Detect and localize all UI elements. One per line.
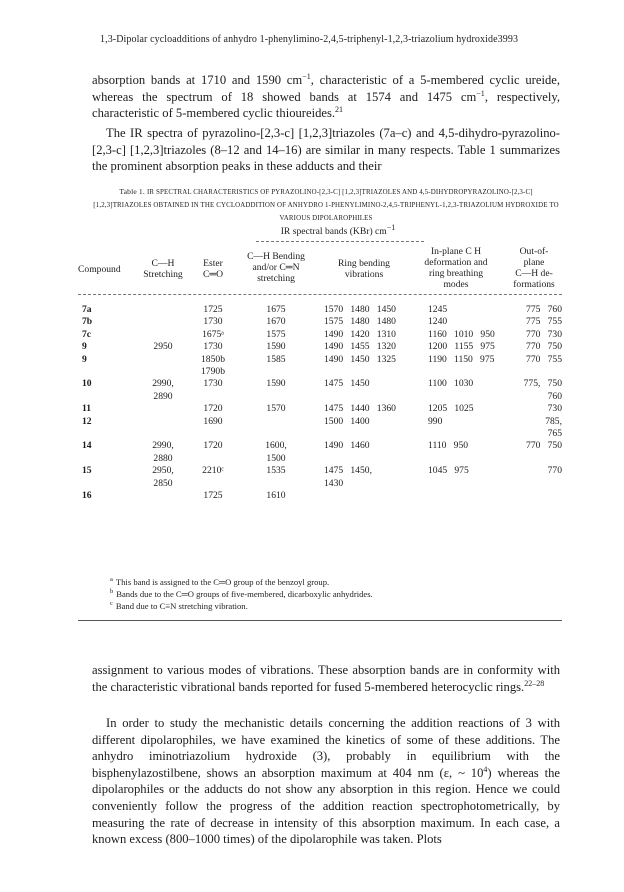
table-cell-inplane: 1110 950 [428, 440, 469, 452]
table-cell-compound: 11 [82, 403, 92, 415]
col-header-inplane-4: modes [443, 279, 469, 290]
col-header-ring-1: Ring bending [338, 258, 390, 269]
table-caption [92, 186, 560, 226]
footnote-c [110, 598, 248, 612]
table-cell-oop: 775 760 [526, 304, 562, 315]
table-cell-inplane: 1240 [428, 316, 448, 328]
table-cell-compound: 7c [82, 328, 92, 340]
table-caption-label: Table 1. [119, 187, 145, 196]
col-header-inplane-1: In-plane C H [430, 246, 482, 257]
table-cell-bend: 1575 [266, 328, 286, 340]
table-cell-ch: 2990, [152, 378, 174, 390]
col-header-ch-stretching-1: C—H [151, 258, 175, 269]
table-cell-bend: 1500 [266, 452, 286, 464]
table-cell-bend: 1535 [266, 465, 286, 477]
table-cell-oop: 730 [547, 403, 562, 415]
table-cell-ester: 1725 [203, 304, 223, 315]
running-head: 1,3-Dipolar cycloadditions of anhydro 1-phenylimino-2,4,5-triphenyl-1,2,3-triazolium hydroxide3993 [100, 34, 519, 45]
table-cell-ester: 1725 [203, 490, 223, 501]
para1-sup-a: −1 [302, 71, 311, 81]
para1-text-b: , characteristic of a 5-membered cyclic ureide, whereas the spectrum of 18 showed bands at 1574 and 1475 cm [92, 73, 560, 104]
table-cell-compound: 9 [82, 353, 87, 365]
para1-sup-c: 21 [335, 105, 344, 114]
table-cell-ch: 2990, [152, 440, 174, 452]
footnote-b-text: Bands due to the C═O groups of five-membered, dicarboxylic anhydrides. [116, 588, 373, 599]
para1-text-a: absorption bands at 1710 and 1590 cm [92, 73, 303, 87]
table-cell-inplane: 990 [428, 415, 443, 427]
table-cell-inplane: 1100 1030 [428, 378, 474, 390]
table-cell-oop: 770 755 [526, 353, 562, 365]
footnote-a-mark: a [110, 576, 113, 583]
table-cell-ring: 1490 1460 [324, 440, 370, 452]
table-cell-ring: 1430 [324, 477, 344, 489]
table-cell-bend: 1585 [266, 353, 286, 365]
table-cell-ring: 1490 1420 1310 [324, 328, 396, 340]
footnote-c-mark: c [110, 600, 113, 607]
paragraph-assignment [92, 662, 560, 695]
col-header-ester-1: Ester [203, 258, 223, 269]
col-header-ch-stretching-2: Stretching [143, 269, 183, 280]
col-header-ester-2: C═O [202, 269, 224, 280]
col-header-oop-4: formations [513, 279, 555, 290]
paragraph-ir-spectra: The IR spectra of pyrazolino-[2,3-c] [1,2,3]triazoles (7a–c) and 4,5-dihydro-pyrazolino-[2,3-c] [1,2,3]triazoles (8–12 and 14–16) are similar in many respects. Table 1 summarizes the prominent absorption peaks in these adducts and their [92, 126, 560, 174]
table-spanner-text: IR spectral bands (KBr) cm [280, 226, 387, 237]
table-cell-inplane: 1245 [428, 304, 448, 315]
table-cell-oop: 770 730 [526, 328, 562, 340]
para4-sup: 4 [483, 764, 488, 774]
table-cell-ring: 1475 1450 [324, 378, 370, 390]
para1-sup-b: −1 [476, 88, 485, 98]
footnote-b-mark: b [110, 588, 114, 595]
para4-text-b: ) whereas the dipolarophiles or the adducts do not show any absorption in this region. Hence we could conveniently follow the progress of the addition reaction spectrophotometrically, by measuring the rate of decrease in intensity of this absorption maximum. In each case, a known excess (800–1000 times) of the dipolarophile was taken. Plots [92, 765, 560, 847]
table-cell-compound: 14 [82, 440, 92, 452]
para1-text-c: , respectively, characteristic of 5-membered cyclic thioureides. [92, 89, 560, 121]
table-cell-compound: 9 [82, 341, 87, 353]
para3-sup: 22–28 [524, 678, 545, 688]
col-header-inplane-3: ring breathing [428, 268, 484, 279]
table-cell-compound: 16 [82, 490, 92, 501]
table-cell-bend: 1590 [266, 341, 286, 353]
ir-table [78, 222, 562, 606]
col-header-oop-2: plane [523, 257, 545, 268]
table-cell-oop: 760 [547, 390, 562, 402]
table-cell-bend: 1670 [266, 316, 286, 328]
table-cell-oop: 770 [547, 465, 562, 477]
table-cell-ester: 1730 [203, 341, 223, 353]
table-cell-oop: 770 750 [526, 440, 562, 452]
table-cell-ring: 1475 1440 1360 [324, 403, 396, 415]
table-cell-inplane: 1045 975 [428, 465, 469, 477]
table-cell-ring: 1490 1455 1320 [324, 341, 396, 353]
col-header-compound: Compound [78, 264, 121, 275]
table-cell-oop: 775 755 [526, 316, 562, 328]
para3-text: assignment to various modes of vibrations. These absorption bands are in conformity with the characteristic vibrational bands reported for fused 5-membered heterocyclic rings. [92, 663, 560, 694]
footnote-a-text: This band is assigned to the C═O group of the benzoyl group. [115, 576, 330, 587]
table-cell-ester: 1850b [201, 353, 225, 365]
table-cell-ester: 1690 [203, 415, 223, 427]
table-spanner-sup: −1 [386, 222, 396, 232]
table-cell-inplane: 1200 1155 975 [428, 341, 495, 353]
table-caption-text: IR SPECTRAL CHARACTERISTICS OF PYRAZOLINO-[2,3-C] [1,2,3]TRIAZOLES AND 4,5-DIHYDROPYRAZOLINO-[2,3-C] [1,2,3]TRIAZOLES OBTAINED IN THE CYCLOADDITION OF ANHYDRO 1-PHENYLIMINO-2,4,5-TRIPHENYL-1,2,3-TRIAZOLIUM HYDROXIDE TO VARIOUS DIPOLAROPHILES [93, 189, 559, 223]
para4-text-a: In order to study the mechanistic details concerning the addition reactions of 3 with different dipolarophiles, we have examined the kinetics of some of these additions. The anhydro iminotriazolium hydroxide (3), probably in equilibrium with the bisphenylazostilbene, shows an absorption maximum at 404 nm (ε, ~ 10 [92, 716, 560, 780]
table-cell-bend: 1610 [266, 490, 286, 501]
table-cell-compound: 12 [82, 415, 92, 427]
table-cell-ester: 1675ᵃ [202, 328, 224, 340]
table-cell-ch: 2850 [153, 477, 173, 489]
table-cell-ch: 2950 [153, 341, 173, 353]
col-header-bending-3: stretching [257, 273, 295, 284]
table-cell-bend: 1590 [266, 378, 286, 390]
col-header-ring-2: vibrations [344, 269, 384, 280]
table-cell-ring: 1490 1450 1325 [324, 353, 396, 365]
paragraph-ir-bands [92, 72, 560, 122]
col-header-oop-1: Out-of- [519, 246, 549, 257]
table-cell-bend: 1675 [266, 304, 286, 315]
table-bottom-rule [78, 620, 562, 621]
table-cell-compound: 15 [82, 465, 92, 477]
table-cell-compound: 7a [82, 304, 92, 315]
table-cell-compound: 7b [82, 316, 93, 328]
paragraph-kinetics [92, 715, 560, 848]
table-cell-oop: 775, 750 [523, 378, 562, 390]
table-cell-ester: 1720 [203, 403, 223, 415]
table-cell-inplane: 1160 1010 950 [428, 328, 495, 340]
col-header-bending-1: C—H Bending [247, 251, 305, 262]
col-header-bending-2: and/or C═N [252, 262, 300, 273]
table-cell-ester: 1790b [201, 366, 225, 377]
table-cell-inplane: 1190 1150 975 [428, 353, 495, 365]
col-header-inplane-2: deformation and [424, 257, 488, 268]
table-cell-ring: 1500 1400 [324, 415, 370, 427]
table-cell-oop: 765 [547, 428, 562, 439]
table-cell-ring: 1575 1480 1480 [324, 316, 396, 328]
table-cell-bend: 1600, [265, 440, 287, 452]
table-cell-ch: 2880 [153, 452, 173, 464]
table-spanner [238, 222, 438, 237]
table-cell-oop: 770 750 [526, 341, 562, 353]
table-cell-bend: 1570 [266, 403, 286, 415]
table-cell-ester: 1720 [203, 440, 223, 452]
table-cell-ring: 1570 1480 1450 [324, 304, 396, 315]
spanner-dash [256, 241, 424, 242]
table-cell-ester: 1730 [203, 316, 223, 328]
col-header-oop-3: C—H de- [515, 268, 553, 279]
table-cell-ch: 2890 [153, 390, 173, 402]
table-cell-compound: 10 [82, 378, 92, 390]
table-cell-ester: 1730 [203, 378, 223, 390]
table-cell-oop: 785, [545, 415, 562, 427]
header-rule [78, 294, 562, 295]
table-cell-ch: 2950, [152, 465, 174, 477]
table-cell-ring: 1475 1450, [324, 465, 372, 477]
table-cell-inplane: 1205 1025 [428, 403, 474, 415]
footnote-c-text: Band due to C≡N stretching vibration. [115, 600, 248, 611]
table-cell-ester: 2210ᶜ [202, 465, 224, 477]
